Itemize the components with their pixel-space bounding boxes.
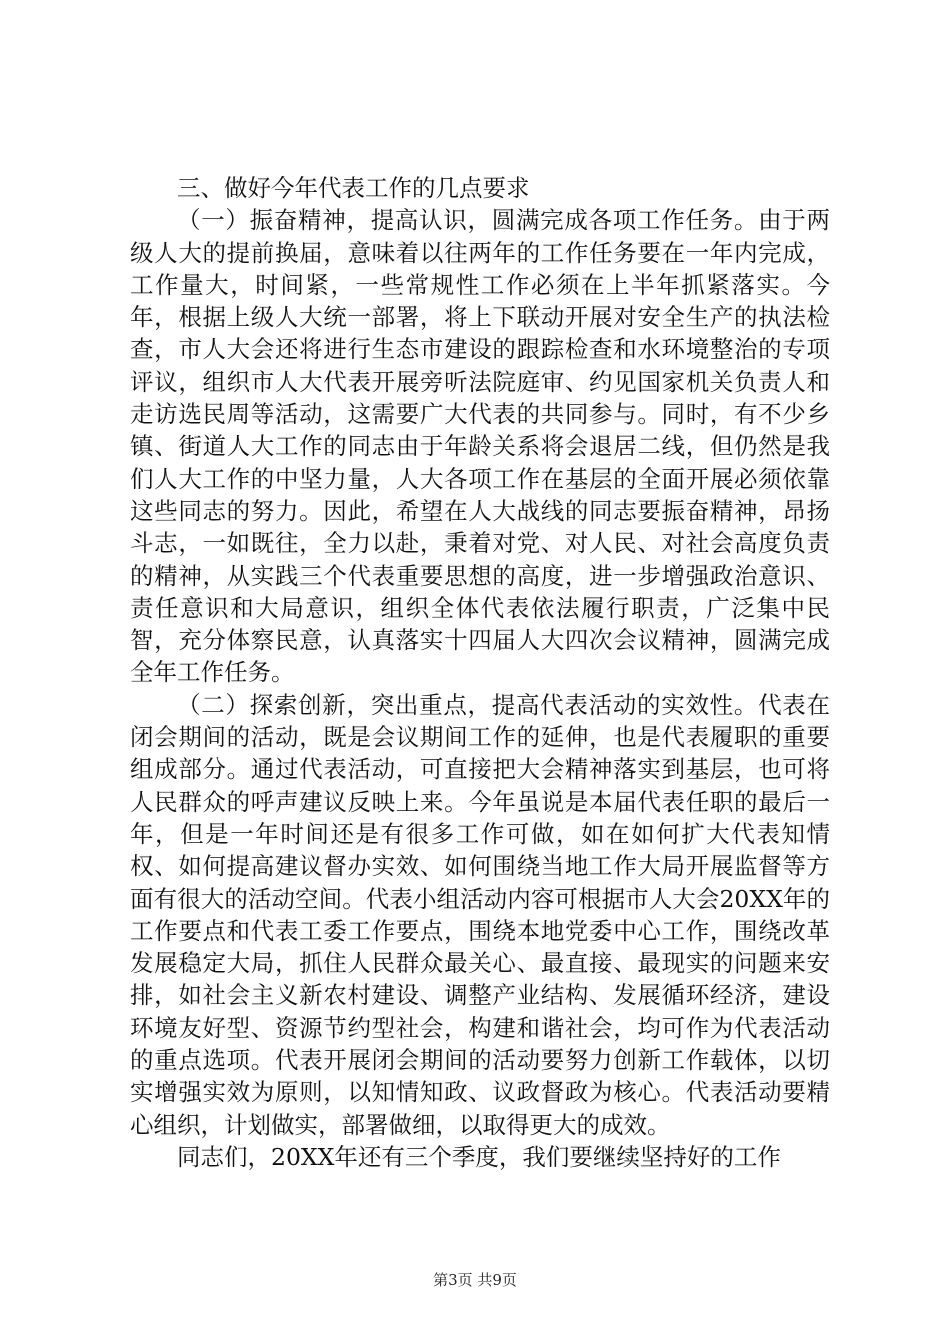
document-body [130, 172, 830, 1173]
paragraph-1: （一）振奋精神，提高认识，圆满完成各项工作任务。由于两级人大的提前换届，意味着以往两年的工作任务要在一年内完成，工作量大，时间紧，一些常规性工作必须在上半年抓紧落实。今年，根据上级人大统一部署，将上下联动开展对安全生产的执法检查，市人大会还将进行生态市建设的跟踪检查和水环境整治的专项评议，组织市人大代表开展旁听法院庭审、约见国家机关负责人和走访选民周等活动，这需要广大代表的共同参与。同时，有不少乡镇、街道人大工作的同志由于年龄关系将会退居二线，但仍然是我们人大工作的中坚力量，人大各项工作在基层的全面开展必须依靠这些同志的努力。因此，希望在人大战线的同志要振奋精神，昂扬斗志，一如既往，全力以赴，秉着对党、对人民、对社会高度负责的精神，从实践三个代表重要思想的高度，进一步增强政治意识、责任意识和大局意识，组织全体代表依法履行职责，广泛集中民智，充分体察民意，认真落实十四届人大四次会议精神，圆满完成全年工作任务。 [130, 206, 830, 687]
paragraph-3: 同志们，20XX年还有三个季度，我们要继续坚持好的工作 [177, 1142, 781, 1171]
paragraph-2: （二）探索创新，突出重点，提高代表活动的实效性。代表在闭会期间的活动，既是会议期间工作的延伸，也是代表履职的重要组成部分。通过代表活动，可直接把大会精神落实到基层，也可将人民群众的呼声建议反映上来。今年虽说是本届代表任职的最后一年，但是一年时间还是有很多工作可做，如在如何扩大代表知情权、如何提高建议督办实效、如何围绕当地工作大局开展监督等方面有很大的活动空间。代表小组活动内容可根据市人大会20XX年的工作要点和代表工委工作要点，围绕本地党委中心工作，围绕改革发展稳定大局，抓住人民群众最关心、最直接、最现实的问题来安排，如社会主义新农村建设、调整产业结构、发展循环经济，建设环境友好型、资源节约型社会，构建和谐社会，均可作为代表活动的重点选项。代表开展闭会期间的活动要努力创新工作载体，以切实增强实效为原则，以知情知政、议政督政为核心。代表活动要精心组织，计划做实，部署做细，以取得更大的成效。 [130, 690, 830, 1139]
page-footer: 第3页 共9页 [433, 1271, 517, 1289]
section-heading: 三、做好今年代表工作的几点要求 [177, 174, 530, 202]
